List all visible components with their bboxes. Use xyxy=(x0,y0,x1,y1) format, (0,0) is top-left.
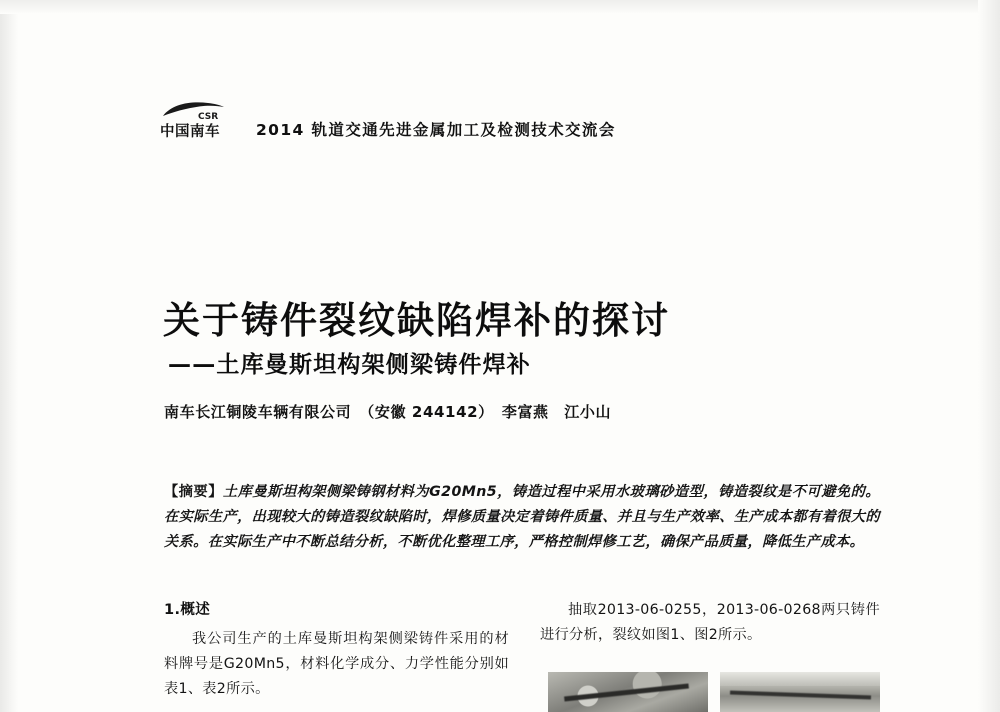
page-subtitle: ——土库曼斯坦构架侧梁铸件焊补 xyxy=(168,352,531,379)
abstract-block xyxy=(164,480,880,555)
conference-header xyxy=(160,98,880,144)
csr-swoosh-icon xyxy=(162,100,228,120)
section-1-paragraph-left: 我公司生产的土库曼斯坦构架侧梁铸件采用的材料牌号是G20Mn5，材料化学成分、力学性能分别如表1、表2所示。 xyxy=(164,631,509,697)
figure-2-crack-photo xyxy=(720,672,880,712)
scan-edge-top xyxy=(0,0,1000,14)
page-title: 关于铸件裂纹缺陷焊补的探讨 xyxy=(163,298,670,342)
csr-logo-text: 中国南车 xyxy=(160,124,220,140)
conference-title: 2014 轨道交通先进金属加工及检测技术交流会 xyxy=(256,121,616,139)
csr-logo xyxy=(160,98,238,144)
scan-edge-left xyxy=(0,0,18,712)
svg-text:CSR: CSR xyxy=(198,112,219,120)
section-1-paragraph-right: 抽取2013-06-0255，2013-06-0268两只铸件进行分析，裂纹如图1、图2所示。 xyxy=(540,602,880,643)
abstract-label: 【摘要】 xyxy=(164,484,223,500)
authors-line: 南车长江铜陵车辆有限公司 （安徽 244142） 李富燕 江小山 xyxy=(164,403,612,421)
abstract-text: 土库曼斯坦构架侧梁铸钢材料为G20Mn5，铸造过程中采用水玻璃砂造型，铸造裂纹是不可避免的。在实际生产，出现较大的铸造裂纹缺陷时，焊修质量决定着铸件质量、并且与生产效率、生产成本都有着很大的关系。在实际生产中不断总结分析，不断优化整理工序，严格控制焊修工艺，确保产品质量，降低生产成本。 xyxy=(164,484,880,550)
body-column-right xyxy=(540,598,880,648)
figure-row xyxy=(548,672,880,712)
scan-edge-right xyxy=(978,0,1000,712)
body-column-left xyxy=(164,598,509,702)
figure-1-crack-photo xyxy=(548,672,708,712)
section-heading-1: 1.概述 xyxy=(164,602,211,618)
